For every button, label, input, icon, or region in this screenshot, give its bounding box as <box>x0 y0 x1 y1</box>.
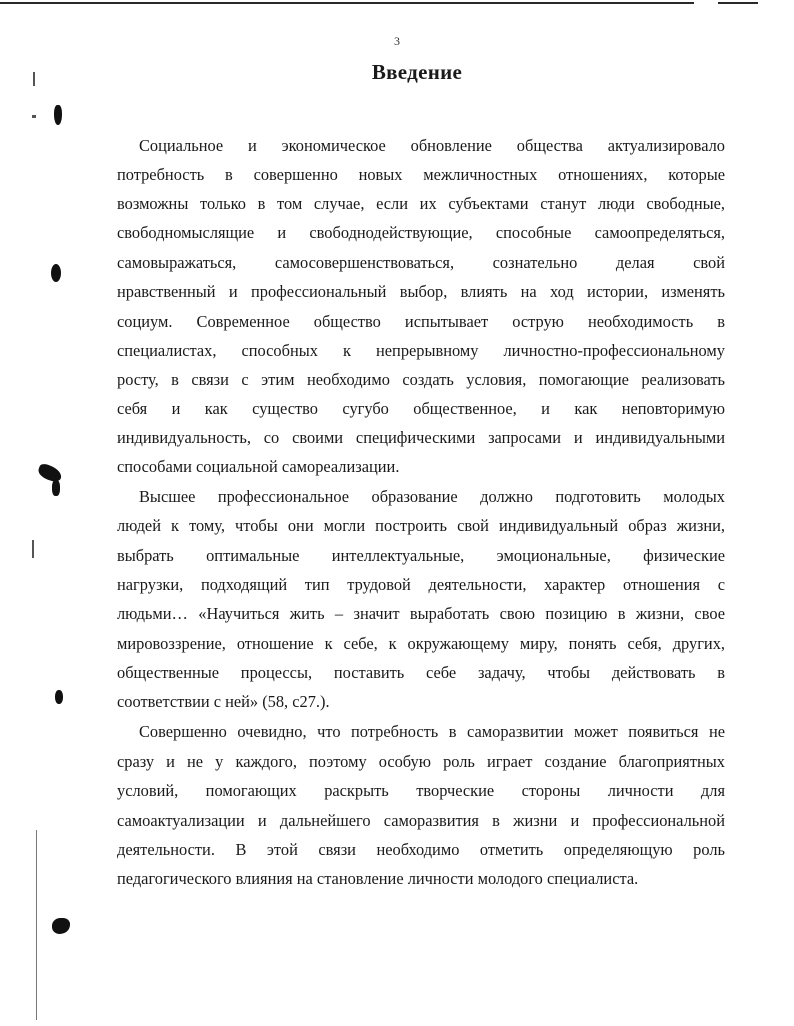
scan-hole-punch-mark <box>51 264 61 282</box>
scan-hole-punch-mark <box>52 480 60 496</box>
page-title: Введение <box>371 60 463 84</box>
text-line: людей к тому, чтобы они могли построить свой индивидуальный образ жизни, <box>117 516 725 535</box>
text-line: росту, в связи с этим необходимо создать условия, помогающие реализовать <box>117 370 725 389</box>
scan-speck <box>32 540 34 558</box>
text-line: нравственный и профессиональный выбор, влиять на ход истории, изменять <box>117 282 725 301</box>
text-line: Высшее профессиональное образование должно подготовить молодых <box>139 487 725 506</box>
text-line: соответствии с ней» (58, с27.). <box>117 692 330 711</box>
scan-margin-line <box>36 830 37 1020</box>
text-line: педагогического влияния на становление личности молодого специалиста. <box>117 869 639 888</box>
text-line: возможны только в том случае, если их субъектами станут люди свободные, <box>117 194 725 213</box>
text-line: свободномыслящие и свободнодействующие, способные самоопределяться, <box>117 223 725 242</box>
text-line: Социальное и экономическое обновление общества актуализировало <box>139 136 725 155</box>
text-line: общественные процессы, поставить себе задачу, чтобы действовать в <box>117 663 725 682</box>
text-line: способами социальной самореализации. <box>117 457 400 476</box>
text-line: деятельности. В этой связи необходимо отметить определяющую роль <box>117 840 725 859</box>
text-line: мировоззрение, отношение к себе, к окружающему миру, понять себя, других, <box>117 634 725 653</box>
text-line: выбрать оптимальные интеллектуальные, эмоциональные, физические <box>117 546 725 565</box>
text-line: условий, помогающих раскрыть творческие стороны личности для <box>117 781 725 800</box>
text-line: Совершенно очевидно, что потребность в саморазвитии может появиться не <box>139 722 725 741</box>
text-line: самовыражаться, самосовершенствоваться, сознательно делая свой <box>117 253 725 272</box>
scan-hole-punch-mark <box>36 462 63 483</box>
scan-top-edge-right <box>718 2 758 4</box>
text-line: нагрузки, подходящий тип трудовой деятельности, характер отношения с <box>117 575 725 594</box>
scan-top-edge <box>0 2 694 4</box>
text-line: социум. Современное общество испытывает острую необходимость в <box>117 312 725 331</box>
scan-hole-punch-mark <box>52 918 70 934</box>
text-line: самоактуализации и дальнейшего саморазвития в жизни и профессиональной <box>117 811 725 830</box>
scan-hole-punch-mark <box>55 690 63 704</box>
text-line: специалистах, способных к непрерывному личностно-профессиональному <box>117 341 725 360</box>
page-number: 3 <box>394 34 400 48</box>
text-line: потребность в совершенно новых межличностных отношениях, которые <box>117 165 725 184</box>
text-line: сразу и не у каждого, поэтому особую роль играет создание благоприятных <box>117 752 725 771</box>
text-line: людьми… «Научиться жить – значит выработать свою позицию в жизни, свое <box>117 604 725 623</box>
text-line: себя и как существо сугубо общественное, и как неповторимую <box>117 399 725 418</box>
text-line: индивидуальность, со своими специфическими запросами и индивидуальными <box>117 428 725 447</box>
scan-hole-punch-mark <box>54 105 62 125</box>
scan-speck <box>32 115 36 118</box>
